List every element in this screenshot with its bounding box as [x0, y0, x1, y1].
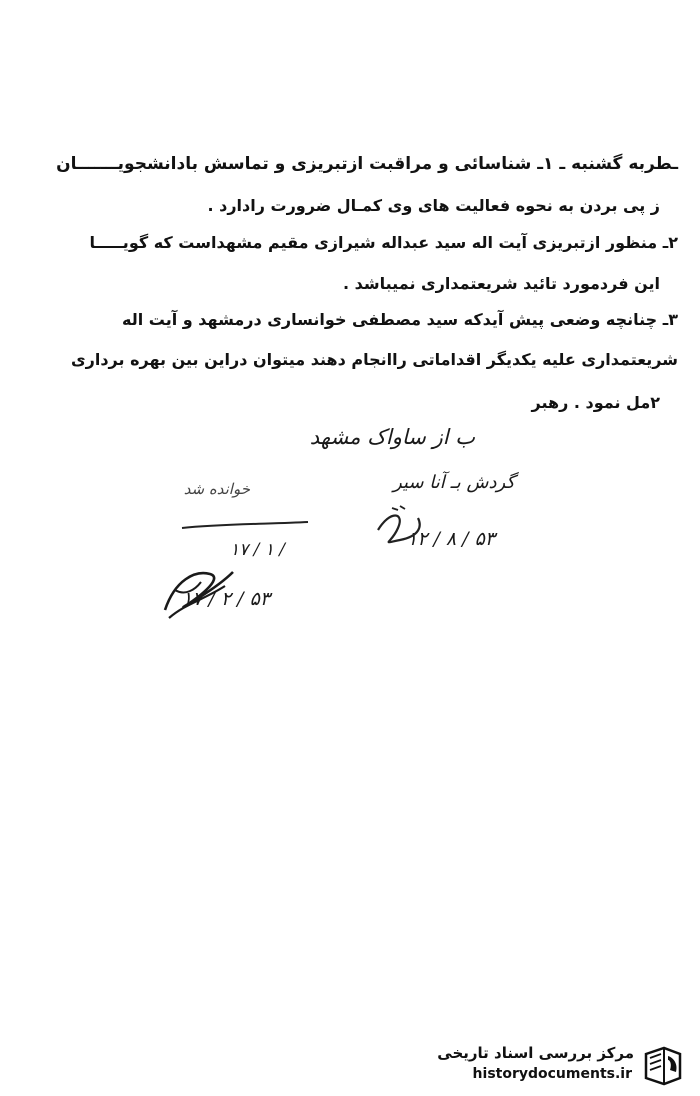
- footer-org-name: مرکز بررسی اسناد تاریخی: [437, 1044, 634, 1062]
- body-line-3: ۲ـ منظور ازتبریزی آیت اله سید عبداله شیرازی مقیم مشهداست که گویـــــا: [89, 233, 678, 252]
- body-line-4: این فردمورد تائید شریعتمداری نمیباشد .: [343, 274, 660, 293]
- signature-right: [370, 500, 430, 550]
- archive-book-icon: [640, 1042, 686, 1088]
- handwritten-date-bottom: ۱۷ / ۲ / ۵۳: [182, 588, 270, 610]
- body-line-2: ز پی بردن به نحوه فعالیت های وی کمـال ضرورت رادارد .: [207, 196, 660, 215]
- body-line-7: ۲مل نمود . رهبر: [531, 393, 660, 412]
- handwritten-date-left: ۱۷ / ۱ /: [229, 540, 285, 560]
- footer-url: historydocuments.ir: [472, 1066, 632, 1082]
- signature-left: [155, 560, 245, 630]
- handwritten-approval-left: خوانده شد: [183, 480, 250, 498]
- handwritten-approval-right: گردش بـ آنا سیر: [393, 472, 515, 493]
- body-line-1: ـطربه گشنبه ـ ۱ـ شناسائی و مراقبت ازتبریزی و تماسش بادانشجویـــــــان: [56, 154, 678, 174]
- archive-footer: [420, 1040, 690, 1090]
- body-line-5: ۳ـ چنانچه وضعی پیش آیدکه سید مصطفی خوانساری درمشهد و آیت اله: [121, 310, 678, 329]
- handwritten-date-right: ۱۲ / ۸ / ۵۳: [407, 528, 495, 550]
- underline-stroke: [180, 520, 310, 532]
- body-line-6: شریعتمداری علیه یکدیگر اقداماتی راانجام دهند میتوان دراین بین بهره برداری: [70, 350, 678, 369]
- handwritten-note: ب از ساواک مشهد: [309, 425, 475, 449]
